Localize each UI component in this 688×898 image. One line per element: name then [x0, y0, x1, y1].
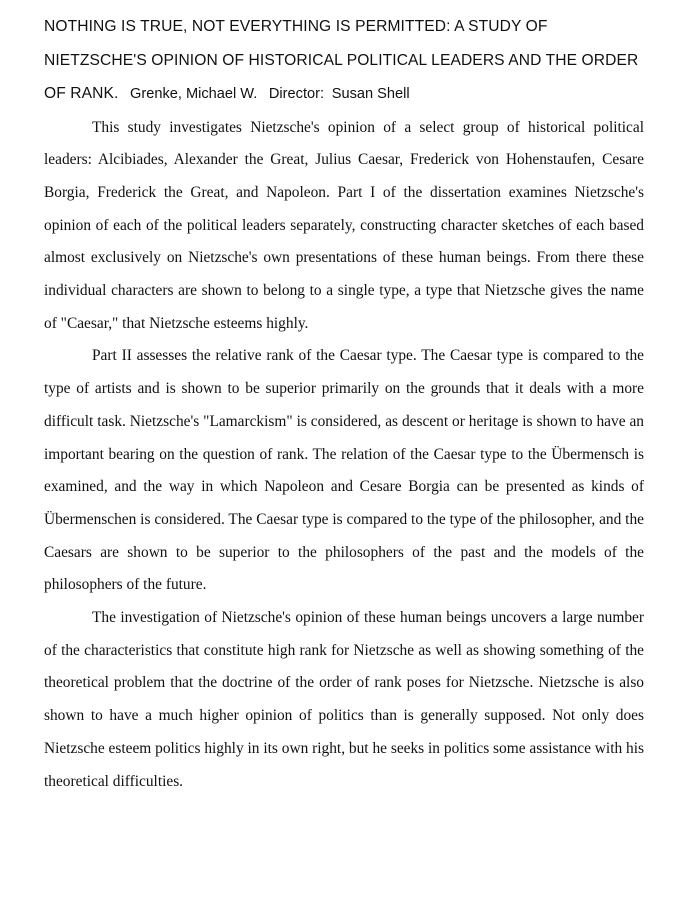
- abstract-paragraph-1: This study investigates Nietzsche's opinion of a select group of historical political leaders: Alcibiades, Alexander the Great, Julius Caesar, Frederick von Hohenstaufen, Cesare Borgia, Frederick the Great, and Napoleon. Part I of the dissertation examines Nietzsche's opinion of each of the political leaders separately, constructing character sketches of each based almost exclusively on Nietzsche's own presentations of these human beings. From there these individual characters are shown to belong to a single type, a type that Nietzsche gives the name of "Caesar," that Nietzsche esteems highly.: [44, 118, 644, 332]
- dissertation-title: NOTHING IS TRUE, NOT EVERYTHING IS PERMITTED: A STUDY OF NIETZSCHE'S OPINION OF HISTORICAL POLITICAL LEADERS AND THE ORDER OF RANK.: [44, 18, 639, 102]
- abstract-paragraph-3: The investigation of Nietzsche's opinion of these human beings uncovers a large number of the characteristics that constitute high rank for Nietzsche as well as showing something of the theoretical problem that the doctrine of the order of rank poses for Nietzsche. Nietzsche is also shown to have a much higher opinion of politics than is generally supposed. Not only does Nietzsche esteem politics highly in its own right, but he seeks in politics some assistance with his theoretical difficulties.: [44, 609, 644, 790]
- director-label: Director:: [268, 86, 325, 102]
- abstract-paragraph-2: Part II assesses the relative rank of the Caesar type. The Caesar type is compared to the type of artists and is shown to be superior primarily on the grounds that it deals with a more difficult task. Nietzsche's "Lamarckism" is considered, as descent or heritage is shown to have an important bearing on the question of rank. The relation of the Caesar type to the Übermensch is examined, and the way in which Napoleon and Cesare Borgia can be presented as kinds of Übermenschen is considered. The Caesar type is compared to the type of the philosopher, and the Caesars are shown to be superior to the philosophers of the past and the models of the philosophers of the future.: [44, 347, 644, 594]
- director-name: Susan Shell: [331, 86, 410, 102]
- author-name: Grenke, Michael W.: [130, 86, 258, 102]
- document-page: [44, 10, 644, 798]
- header-block: [44, 10, 644, 112]
